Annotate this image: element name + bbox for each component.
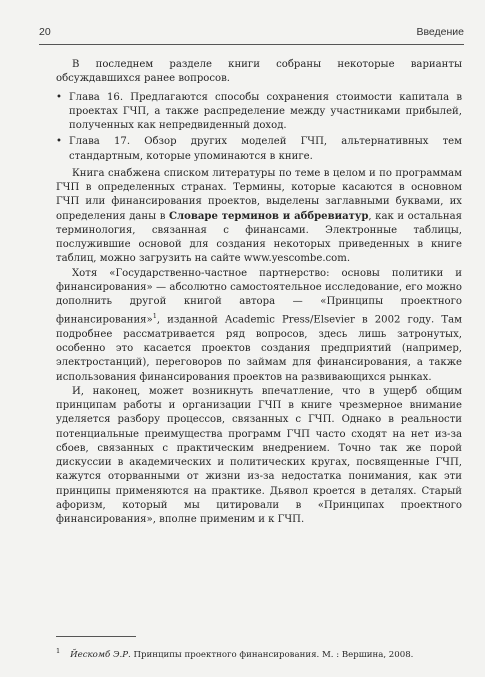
bullet-icon: • <box>56 91 62 103</box>
list-item <box>56 91 462 134</box>
page-number: 20 <box>39 26 51 38</box>
list-item <box>56 135 462 164</box>
glossary-bold-term: Словаре терминов и аббревиатур <box>168 210 369 222</box>
bullet-icon: • <box>56 136 62 148</box>
footnote <box>56 646 462 661</box>
companion-paragraph <box>56 267 462 385</box>
footnote-author: Йескомб Э.Р. <box>70 649 131 660</box>
chapter-list <box>56 91 462 164</box>
footnote-divider <box>56 636 136 637</box>
companion-text: Хотя «Государственно-частное партнерство: основы политики и финансирования» — абсолютно самостоятельное исследование, его можно дополнить другой книгой автора — «Принципы проектного финансирования» <box>56 267 462 326</box>
glossary-text-after: , как и остальная терминология, связанная с финансами. Электронные таблицы, послужившие основой для создания некоторых приведенных в книге таблиц, можно загрузить на сайте www.yescombe.com. <box>56 210 462 265</box>
list-item-text: Глава 17. Обзор других моделей ГЧП, альтернативных тем стандартным, которые упоминаются в книге. <box>69 136 462 162</box>
footnote-reference: 1 <box>152 312 157 321</box>
list-item-text: Глава 16. Предлагаются способы сохранения стоимости капитала в проектах ГЧП, а также распределение между участниками прибылей, полученных как непредвиденный доход. <box>69 91 462 131</box>
intro-paragraph: В последнем разделе книги собраны некоторые варианты обсуждавшихся ранее вопросов. <box>56 59 462 85</box>
glossary-text-before: Книга снабжена списком литературы по теме в целом и по программам ГЧП в определенных странах. Термины, которые касаются в основном ГЧП или финансирования проектов, выделены заглавными буквами, их определения даны в <box>56 167 462 222</box>
footnote-text: Принципы проектного финансирования. М. : Вершина, 2008. <box>130 649 414 660</box>
footnote-mark: 1 <box>56 647 61 655</box>
running-header <box>39 26 464 45</box>
glossary-paragraph <box>56 167 462 267</box>
section-title: Введение <box>416 26 464 38</box>
body-text <box>56 58 462 527</box>
companion-text-after: , изданной Academic Press/Elsevier в 2002 году. Там подробнее рассматривается ряд вопросов, здесь лишь затронутых, особенно это касается проектов создания предприятий (например, электростанций), переговоров по займам для финансирования, а также использования финансирования проектов на развивающихся рынках. <box>56 314 462 383</box>
conclusion-paragraph: И, наконец, может возникнуть впечатление, что в ущерб общим принципам работы и организации ГЧП в книге чрезмерное внимание уделяется разбору процессов, связанных с ГЧП. Однако в реальности потенциальные преимущества программ ГЧП часто сходят на нет из-за сбоев, связанных с практическим внедрением. Точно так же порой дискуссии в академических и политических кругах, посвященные ГЧП, кажутся оторванными от жизни из-за недостатка понимания, как эти принципы применяются на практике. Дьявол кроется в деталях. Старый афоризм, который мы цитировали в «Принципах проектного финансирования», вполне применим и к ГЧП. <box>56 385 462 526</box>
